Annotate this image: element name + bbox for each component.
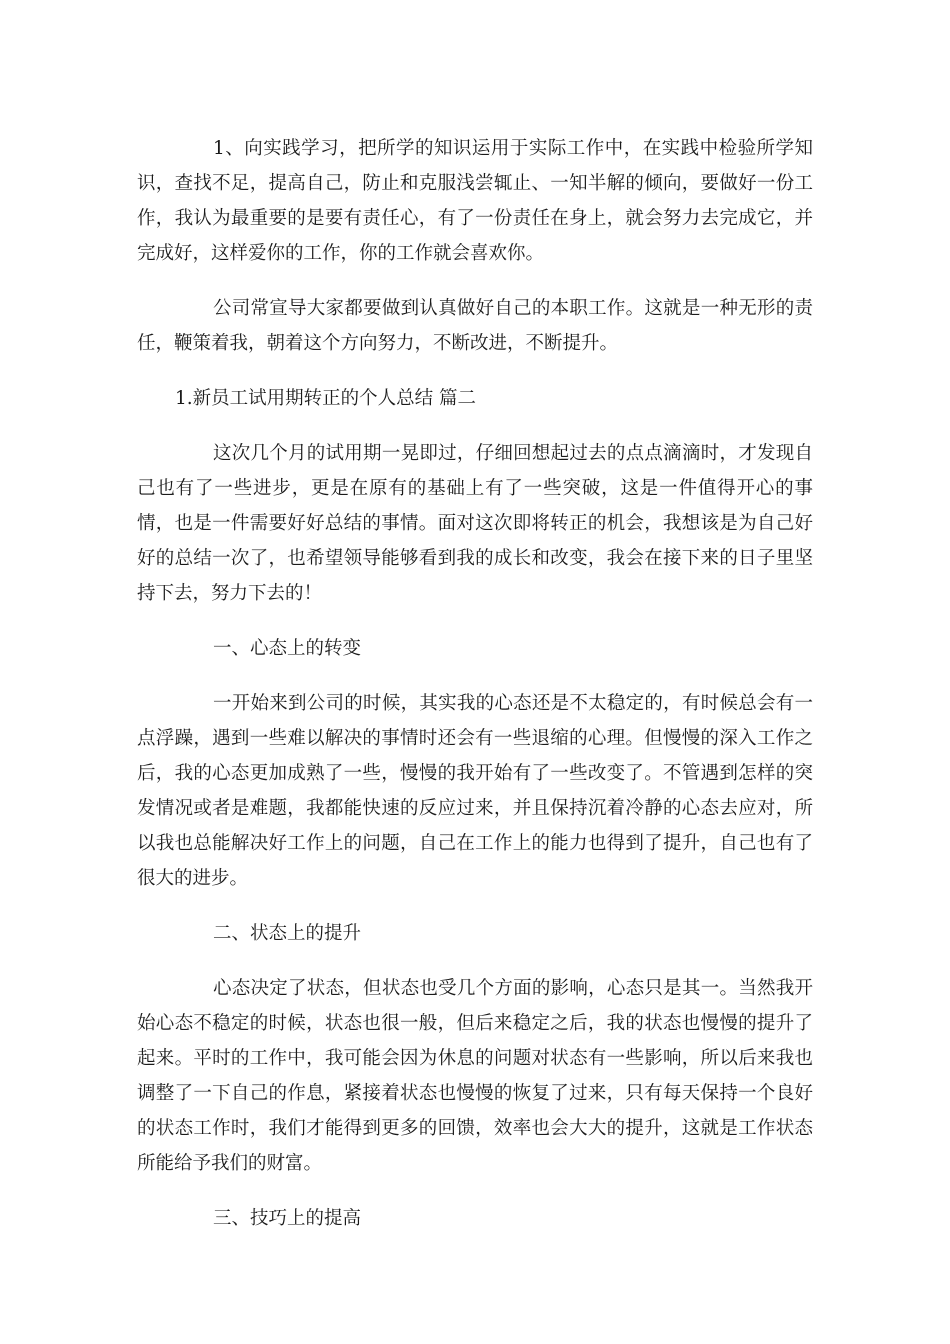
section-title-part-two: 1.新员工试用期转正的个人总结 篇二	[175, 388, 477, 409]
paragraph-mindset: 一开始来到公司的时候，其实我的心态还是不太稳定的，有时候总会有一点浮躁，遇到一些难以解决的事情时还会有一些退缩的心理。但慢慢的深入工作之后，我的心态更加成熟了一些，慢慢的我开始有了一些改变了。不管遇到怎样的突发情况或者是难题，我都能快速的反应过来，并且保持沉着冷静的心态去应对，所以我也总能解决好工作上的问题，自己在工作上的能力也得到了提升，自己也有了很大的进步。	[137, 693, 813, 889]
paragraph-practice-learning: 1、向实践学习，把所学的知识运用于实际工作中，在实践中检验所学知识，查找不足，提高自己，防止和克服浅尝辄止、一知半解的倾向，要做好一份工作，我认为最重要的是要有责任心，有了一份责任在身上，就会努力去完成它，并完成好，这样爱你的工作，你的工作就会喜欢你。	[137, 138, 813, 264]
heading-state-improvement: 二、状态上的提升	[213, 923, 362, 944]
paragraph-company-responsibility: 公司常宣导大家都要做到认真做好自己的本职工作。这就是一种无形的责任，鞭策着我，朝着这个方向努力，不断改进，不断提升。	[137, 298, 813, 354]
paragraph-probation-intro: 这次几个月的试用期一晃即过，仔细回想起过去的点点滴滴时，才发现自己也有了一些进步，更是在原有的基础上有了一些突破，这是一件值得开心的事情，也是一件需要好好总结的事情。面对这次即将转正的机会，我想该是为自己好好的总结一次了，也希望领导能够看到我的成长和改变，我会在接下来的日子里坚持下去，努力下去的！	[137, 443, 813, 604]
heading-mindset-change: 一、心态上的转变	[213, 638, 362, 659]
paragraph-state: 心态决定了状态，但状态也受几个方面的影响，心态只是其一。当然我开始心态不稳定的时候，状态也很一般，但后来稳定之后，我的状态也慢慢的提升了起来。平时的工作中，我可能会因为休息的问题对状态有一些影响，所以后来我也调整了一下自己的作息，紧接着状态也慢慢的恢复了过来，只有每天保持一个良好的状态工作时，我们才能得到更多的回馈，效率也会大大的提升，这就是工作状态所能给予我们的财富。	[137, 978, 813, 1174]
heading-skill-improvement: 三、技巧上的提高	[213, 1208, 362, 1229]
document-body	[137, 131, 813, 1256]
